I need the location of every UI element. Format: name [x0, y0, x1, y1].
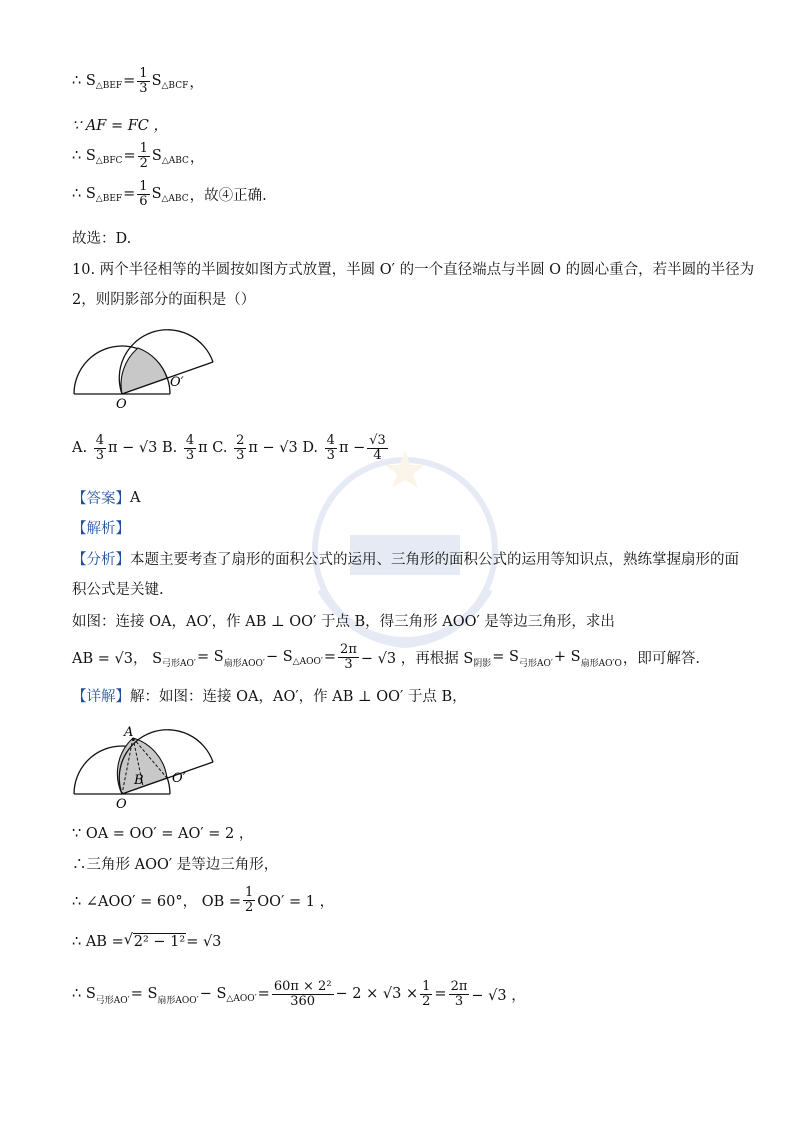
label-b: B [134, 773, 144, 788]
fraction [272, 980, 334, 1008]
answer-tag: 【答案】 [72, 491, 130, 507]
question-text: 2，则阴影部分的面积是（） [72, 292, 256, 308]
fraction [449, 980, 470, 1008]
text: = [323, 649, 337, 666]
subscript: 阴影 [473, 658, 492, 669]
text: ， [189, 149, 205, 166]
text: = [123, 186, 136, 203]
fraction [420, 980, 432, 1008]
numerator: 1 [139, 66, 148, 81]
text: ∵ AF = FC ， [72, 118, 168, 134]
denominator: 3 [236, 447, 245, 463]
step-1 [72, 822, 253, 843]
subscript: 弓形AO′ [162, 658, 196, 669]
numerator: 2 [236, 433, 245, 448]
option-b-text: π [198, 440, 208, 457]
label-o: O [116, 797, 127, 810]
subscript: 扇形AOO′ [223, 658, 265, 669]
subscript: △BEF [95, 81, 123, 92]
denominator: 3 [454, 993, 464, 1009]
text: ，故④正确. [189, 187, 267, 204]
text: ∵ OA = OO′ = AO′ = 2 ， [72, 826, 254, 842]
numerator: 2π [450, 979, 468, 994]
denominator: 2 [245, 899, 254, 915]
label-o-prime: O′ [170, 375, 184, 390]
option-d-label: D. [302, 440, 319, 457]
label-a: A [124, 725, 134, 740]
option-c-text: π − √3 [248, 440, 298, 457]
question-text: 10. 两个半径相等的半圆按如图方式放置，半圆 O′ 的一个直径端点与半圆 O 的圆心重合，若半圆的半径为 [72, 262, 755, 278]
text: ∴ S [72, 986, 96, 1003]
option-a-label: A. [72, 440, 88, 457]
text: ∴ S [72, 186, 96, 203]
label-o-prime: O′ [172, 771, 186, 786]
answer-value: A [130, 489, 141, 506]
step-line-3 [72, 142, 204, 170]
text: AB = √3， S [72, 650, 163, 667]
text: − √3 ， [471, 987, 526, 1004]
denominator: 4 [373, 447, 382, 463]
denominator: 3 [139, 80, 148, 96]
option-a-fraction [94, 434, 106, 462]
text: ， [189, 74, 204, 91]
step-5 [72, 980, 526, 1008]
analysis-tag-line [72, 517, 130, 538]
text: − S [199, 986, 227, 1003]
numerator: 1 [139, 179, 148, 194]
fenxi-line-1 [72, 548, 739, 569]
denominator: 6 [139, 193, 148, 209]
subscript: △ABC [161, 156, 189, 167]
option-d-fraction-2 [367, 434, 388, 462]
option-b-fraction [184, 434, 196, 462]
option-d-fraction [325, 434, 337, 462]
subscript: △BFC [95, 156, 123, 167]
text: ，即可解答. [622, 650, 701, 667]
analysis-tag: 【解析】 [72, 521, 130, 537]
option-c-label: C. [212, 440, 228, 457]
question-10-line-1 [72, 258, 754, 279]
text: = S [196, 649, 224, 666]
text: ∴ S [72, 148, 96, 165]
denominator: 3 [326, 447, 335, 463]
text: = [434, 986, 447, 1003]
denominator: 3 [344, 656, 353, 672]
detail-tag: 【详解】 [72, 689, 130, 705]
text: 故选：D. [72, 231, 132, 247]
numerator: 4 [326, 433, 335, 448]
sqrt-expression [124, 933, 186, 950]
text: ∴ S [72, 73, 96, 90]
text: + S [553, 649, 581, 666]
text: = [257, 986, 270, 1003]
text: − S [265, 649, 293, 666]
text: OO′ = 1 ， [257, 893, 335, 910]
denominator: 3 [185, 447, 195, 463]
fraction [137, 180, 149, 208]
numerator: 1 [422, 979, 431, 994]
denominator: 3 [95, 447, 104, 463]
figure-2-semicircles [70, 718, 230, 810]
subscript: △AOO′ [226, 994, 257, 1005]
fenxi-tag: 【分析】 [72, 552, 130, 568]
answer-line [72, 487, 140, 508]
numerator: 4 [185, 433, 195, 448]
text: ∴三角形 AOO′ 是等边三角形， [72, 857, 279, 873]
subscript: △BEF [95, 194, 123, 205]
step-line-4 [72, 180, 267, 208]
step-line-2 [72, 114, 168, 135]
subscript: 弓形AO′ [518, 658, 553, 669]
subscript: 扇形AOO′ [157, 995, 199, 1006]
numerator: 1 [245, 885, 254, 900]
step-3 [72, 886, 334, 914]
method-text: 如图：连接 OA，AO′，作 AB ⊥ OO′ 于点 B，得三角形 AOO′ 是等边三角形，求出 [72, 614, 615, 630]
fraction [137, 67, 149, 95]
step-4 [72, 933, 221, 950]
label-o: O [116, 397, 127, 410]
text: S [151, 186, 162, 203]
fenxi-text: 积公式是关键. [72, 582, 164, 598]
numerator: 1 [139, 141, 148, 156]
question-10-line-2 [72, 288, 255, 309]
subscript: 弓形AO′ [95, 995, 130, 1006]
text: = [123, 73, 136, 90]
text: − 2 × √3 × [335, 986, 419, 1003]
detail-text: 解：如图：连接 OA，AO′，作 AB ⊥ OO′ 于点 B， [130, 689, 467, 705]
denominator: 2 [422, 993, 431, 1009]
option-c-fraction [234, 434, 246, 462]
text: = √3 [186, 933, 222, 950]
subscript: 扇形AO′O [580, 658, 622, 669]
numerator: √3 [369, 433, 386, 448]
subscript: △ABC [161, 194, 189, 205]
detail-line [72, 685, 467, 706]
text: S [151, 73, 162, 90]
step-line-1 [72, 67, 204, 95]
numerator: 4 [95, 433, 104, 448]
text: ∴ AB = [72, 933, 124, 950]
text: − √3 ，再根据 S [360, 650, 474, 667]
figure-1-semicircles [70, 318, 230, 410]
denominator: 360 [290, 993, 316, 1009]
fraction [243, 886, 255, 914]
option-b-label: B. [161, 440, 178, 457]
fraction [138, 142, 150, 170]
fenxi-line-2 [72, 578, 164, 599]
subscript: △AOO′ [292, 657, 323, 668]
text: ∴ ∠AOO′ = 60°， OB = [72, 893, 242, 910]
subscript: △BCF [161, 81, 189, 92]
option-d-text: π − [338, 440, 366, 457]
shaded-region [121, 348, 167, 394]
fraction [338, 643, 359, 671]
method-line-1 [72, 610, 615, 631]
text: = S [492, 649, 519, 666]
answer-choice-line [72, 227, 131, 248]
text: = [123, 148, 136, 165]
denominator: 2 [139, 155, 148, 171]
text: S [151, 148, 162, 165]
numerator: 2π [340, 642, 357, 657]
fenxi-text: 本题主要考查了扇形的面积公式的运用、三角形的面积公式的运用等知识点，熟练掌握扇形的面 [130, 552, 739, 568]
text: = S [130, 986, 158, 1003]
method-line-2 [72, 643, 700, 671]
step-2 [72, 853, 278, 874]
numerator: 60π × 2² [273, 979, 332, 994]
option-a-text: π − √3 [107, 440, 158, 457]
options-line [72, 434, 390, 462]
sqrt-content: 2² − 1² [133, 934, 186, 950]
